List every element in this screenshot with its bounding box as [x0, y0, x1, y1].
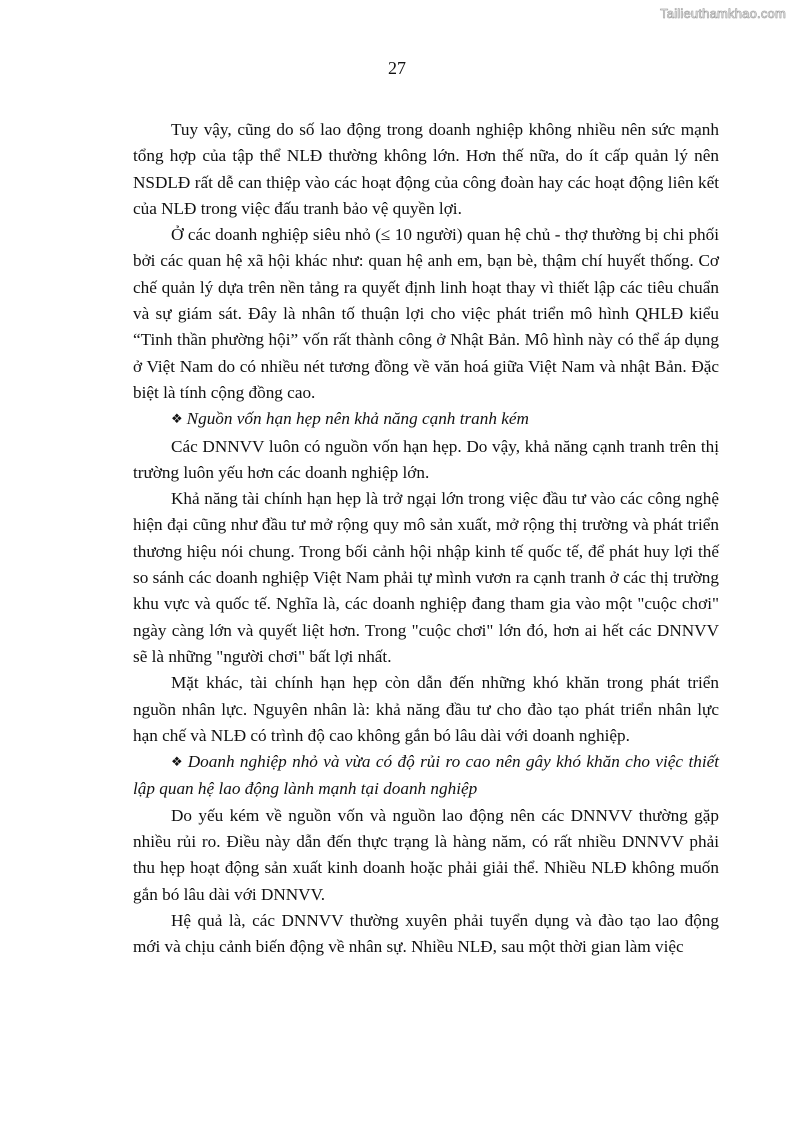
paragraph: Khả năng tài chính hạn hẹp là trở ngại lớn trong việc đầu tư vào các công nghệ hiện đại cũng như đầu tư mở rộng quy mô sản xuất, mở rộng thị trường và phát triển thương hiệu nói chung. Trong bối cảnh hội nhập kinh tế quốc tế, để phát huy lợi thế so sánh các doanh nghiệp Việt Nam phải tự mình vươn ra cạnh tranh ở các thị trường khu vực và quốc tế. Nghĩa là, các doanh nghiệp đang tham gia vào một "cuộc chơi" ngày càng lớn và quyết liệt hơn. Trong "cuộc chơi" lớn đó, hơn ai hết các DNNVV sẽ là những "người chơi" bất lợi nhất. — [133, 489, 719, 666]
paragraph: Tuy vậy, cũng do số lao động trong doanh nghiệp không nhiều nên sức mạnh tổng hợp của tập thể NLĐ thường không lớn. Hơn thế nữa, do ít cấp quản lý nên NSDLĐ rất dễ can thiệp vào các hoạt động của công đoàn hay các hoạt động liên kết của NLĐ trong việc đấu tranh bảo vệ quyền lợi. — [133, 120, 719, 218]
watermark-text: Tailieuthamkhao.com — [660, 6, 786, 21]
diamond-bullet-icon: ❖ — [171, 412, 183, 428]
paragraph: Hệ quả là, các DNNVV thường xuyên phải tuyển dụng và đào tạo lao động mới và chịu cảnh biến động về nhân sự. Nhiều NLĐ, sau một thời gian làm việc — [133, 910, 719, 957]
section-heading-text: Nguồn vốn hạn hẹp nên khả năng cạnh tranh kém — [186, 409, 529, 429]
paragraph: Do yếu kém về nguồn vốn và nguồn lao động nên các DNNVV thường gặp nhiều rủi ro. Điều này dẫn đến thực trạng là hàng năm, có rất nhiều DNNVV phải thu hẹp hoạt động sản xuất kinh doanh hoặc phải giải thể. Nhiều NLĐ không muốn gắn bó lâu dài với DNNVV. — [133, 805, 719, 904]
section-heading — [133, 406, 719, 433]
document-body — [133, 117, 719, 961]
diamond-bullet-icon: ❖ — [171, 755, 184, 771]
paragraph: Các DNNVV luôn có nguồn vốn hạn hẹp. Do vậy, khả năng cạnh tranh trên thị trường luôn yếu hơn các doanh nghiệp lớn. — [133, 436, 719, 482]
section-heading-text: Doanh nghiệp nhỏ và vừa có độ rủi ro cao nên gây khó khăn cho việc thiết lập quan hệ lao động lành mạnh tại doanh nghiệp — [133, 752, 719, 799]
section-heading — [133, 749, 719, 803]
page-number: 27 — [388, 58, 406, 78]
paragraph: Ở các doanh nghiệp siêu nhỏ (≤ 10 người) quan hệ chủ - thợ thường bị chi phối bởi các quan hệ xã hội khác như: quan hệ anh em, bạn bè, thậm chí huyết thống. Cơ chế quản lý dựa trên nền tảng ra quyết định linh hoạt thay vì thiết lập các tiêu chuẩn và sự giám sát. Đây là nhân tố thuận lợi cho việc phát triển mô hình QHLĐ kiểu “Tinh thần phường hội” vốn rất thành công ở Nhật Bản. Mô hình này có thể áp dụng ở Việt Nam do có nhiều nét tương đồng về văn hoá giữa Việt Nam và nhật Bản. Đặc biệt là tính cộng đồng cao. — [133, 225, 719, 402]
paragraph: Mặt khác, tài chính hạn hẹp còn dẫn đến những khó khăn trong phát triển nguồn nhân lực. Nguyên nhân là: khả năng đầu tư cho đào tạo phát triển nhân lực hạn chế và NLĐ có trình độ cao không gắn bó lâu dài với doanh nghiệp. — [133, 673, 719, 745]
